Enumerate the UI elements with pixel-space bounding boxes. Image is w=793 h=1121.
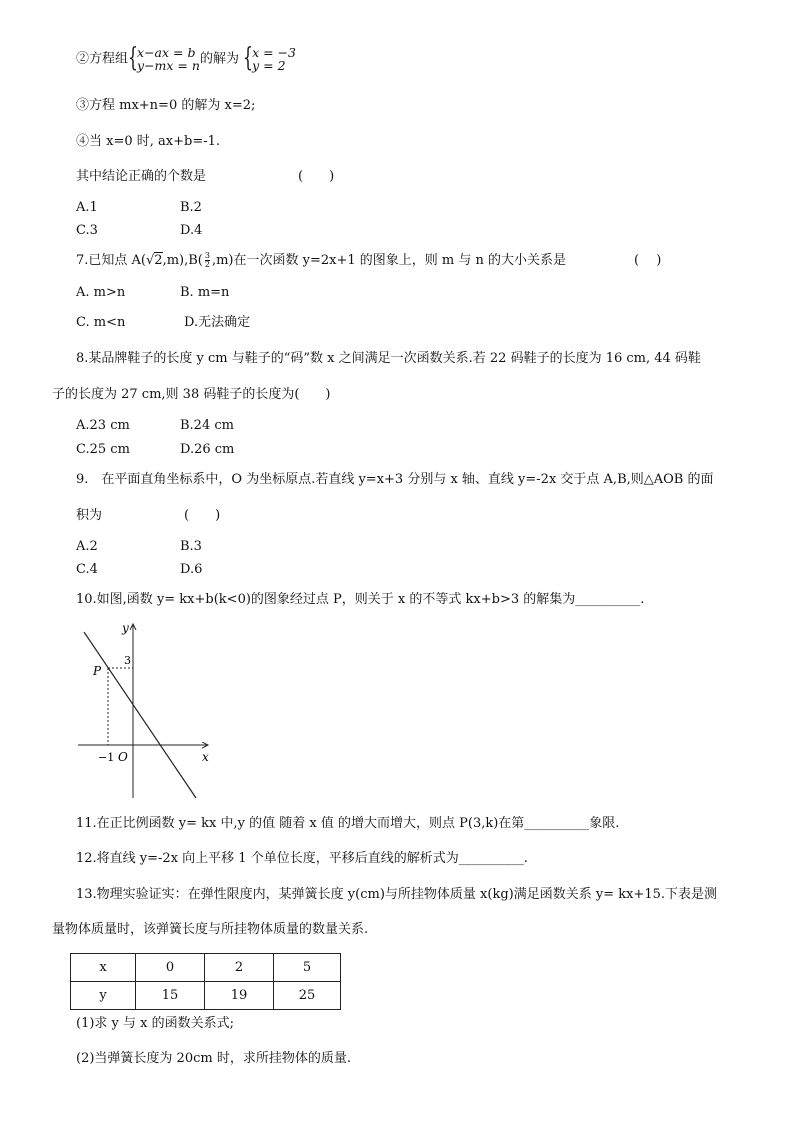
prev-prompt [76, 168, 335, 186]
option-b: B.3 [180, 539, 202, 554]
sqrt-expression [146, 252, 163, 270]
option-a: A. m>n [76, 285, 126, 300]
question-11: 11.在正比例函数 y= kx 中,y 的值 随着 x 值 的增大而增大，则点 P(3,k)在第__________象限. [76, 816, 620, 831]
q7-post: ,m)在一次函数 y=2x+1 的图象上，则 m 与 n 的大小关系是 [211, 253, 566, 268]
q7-mid: ,m),B( [162, 253, 203, 268]
y-tick-label: 3 [124, 654, 131, 667]
option-a: A.2 [76, 539, 98, 554]
table-cell: 25 [274, 982, 341, 1010]
table-cell: 15 [136, 982, 205, 1010]
function-graph [70, 618, 230, 808]
answer-paren: ( ) [298, 169, 335, 184]
q9-options-row-1 [76, 538, 202, 556]
table-row [71, 982, 341, 1010]
question-13-sub-2: (2)当弹簧长度为 20cm 时，求所挂物体的质量. [76, 1051, 351, 1066]
option-d: D.6 [180, 562, 203, 577]
prev-options-row-2 [76, 222, 202, 240]
equation-line: x−ax = b [137, 45, 196, 60]
table-cell: 19 [205, 982, 274, 1010]
option-b: B.2 [180, 200, 202, 215]
table-cell: 0 [136, 954, 205, 982]
option-c: C. m<n [76, 315, 126, 330]
fraction [205, 252, 210, 269]
q8-options-row-1 [76, 417, 234, 435]
equation-line: y−mx = n [137, 58, 200, 73]
q9-line-2-text: 积为 [76, 508, 103, 523]
option-d: D.无法确定 [184, 315, 251, 330]
equation-line: y = 2 [252, 58, 286, 73]
origin-label: O [118, 750, 128, 764]
item-2-prefix: ②方程组 [76, 51, 129, 67]
option-c: C.3 [76, 223, 98, 238]
item-3: ③方程 mx+n=0 的解为 x=2; [76, 98, 256, 113]
option-d: D.26 cm [180, 442, 235, 457]
x-tick-label: −1 [98, 751, 115, 764]
prev-options-row-1 [76, 199, 202, 217]
question-10: 10.如图,函数 y= kx+b(k<0)的图象经过点 P，则关于 x 的不等式 kx+b>3 的解集为__________. [76, 592, 645, 607]
option-a: A.1 [76, 200, 98, 215]
point-p-label: P [93, 664, 102, 678]
radicand: 2 [154, 253, 163, 268]
question-13-line-2: 量物体质量时，该弹簧长度与所挂物体质量的数量关系. [52, 922, 369, 937]
question-8-line-2: 子的长度为 27 cm,则 38 码鞋子的长度为( ) [52, 387, 331, 402]
table-row [71, 954, 341, 982]
question-13-line-1: 13.物理实验证实：在弹性限度内，某弹簧长度 y(cm)与所挂物体质量 x(kg)满足函数关系 y= kx+15.下表是测 [76, 887, 717, 902]
question-13-sub-1: (1)求 y 与 x 的函数关系式; [76, 1016, 234, 1031]
question-12: 12.将直线 y=-2x 向上平移 1 个单位长度，平移后直线的解析式为__________. [76, 851, 528, 866]
y-axis-label: y [122, 621, 129, 635]
q7-pre: 7.已知点 A( [76, 253, 146, 268]
q7-options-row-1 [76, 284, 229, 302]
option-c: C.4 [76, 562, 98, 577]
q9-options-row-2 [76, 561, 202, 579]
data-table [70, 953, 341, 1010]
answer-paren: ( ) [184, 508, 221, 523]
x-axis-label: x [202, 750, 209, 764]
solution-system: { x = −3 y = 2 [243, 43, 296, 73]
question-8-line-1: 8.某品牌鞋子的长度 y cm 与鞋子的“码”数 x 之间满足一次函数关系.若 22 码鞋子的长度为 16 cm, 44 码鞋 [76, 351, 701, 366]
table-cell: 5 [274, 954, 341, 982]
equation-system: { x−ax = b y−mx = n [128, 43, 200, 73]
table-cell: y [71, 982, 136, 1010]
question-9-line-2 [76, 507, 221, 525]
item-4: ④当 x=0 时, ax+b=-1. [76, 134, 221, 149]
fraction-numerator: 3 [204, 251, 210, 260]
sqrt-sign: √ [146, 253, 155, 268]
answer-paren: ( ) [634, 253, 662, 268]
q8-options-row-2 [76, 441, 234, 459]
option-a: A.23 cm [76, 418, 130, 433]
option-c: C.25 cm [76, 442, 130, 457]
fraction-denominator: 2 [204, 260, 210, 269]
option-b: B.24 cm [180, 418, 234, 433]
prompt-text: 其中结论正确的个数是 [76, 169, 207, 184]
equation-line: x = −3 [252, 45, 296, 60]
q7-options-row-2 [76, 314, 250, 332]
item-2 [76, 43, 296, 73]
function-line [84, 632, 196, 798]
option-d: D.4 [180, 223, 203, 238]
question-7 [76, 251, 662, 270]
table-cell: x [71, 954, 136, 982]
question-9-line-1: 9. 在平面直角坐标系中，O 为坐标原点.若直线 y=x+3 分别与 x 轴、直线 y=-2x 交于点 A,B,则△AOB 的面 [76, 472, 714, 487]
table-cell: 2 [205, 954, 274, 982]
option-b: B. m=n [180, 285, 230, 300]
item-2-mid: 的解为 [199, 51, 239, 67]
